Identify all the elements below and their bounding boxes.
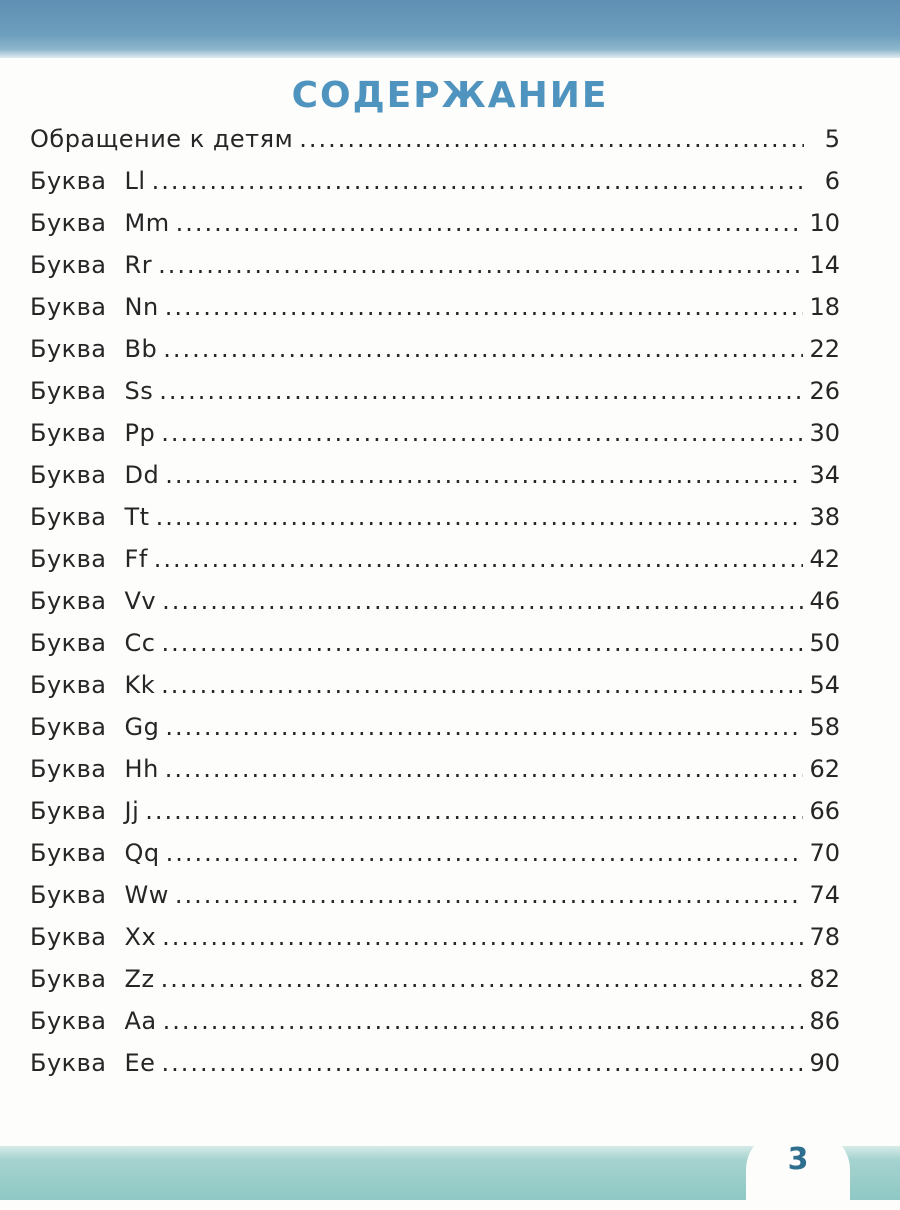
toc-row[interactable] (30, 1042, 840, 1084)
toc-page-number: 86 (809, 1007, 840, 1035)
toc-entry-letters: Bb (124, 335, 158, 363)
toc-leader-dots (165, 286, 804, 328)
toc-page-number: 46 (809, 587, 840, 615)
toc-row[interactable] (30, 1000, 840, 1042)
toc-row[interactable] (30, 958, 840, 1000)
toc-entry-letters: Hh (124, 755, 159, 783)
toc-page-number: 26 (809, 377, 840, 405)
toc-row[interactable] (30, 496, 840, 538)
toc-entry-prefix: Буква (30, 461, 107, 489)
toc-entry-prefix: Буква (30, 923, 107, 951)
toc-page-number: 50 (809, 629, 840, 657)
toc-label (30, 1000, 157, 1042)
toc-entry-prefix: Буква (30, 335, 107, 363)
toc-leader-dots (165, 706, 803, 748)
toc-row[interactable] (30, 202, 840, 244)
table-of-contents (30, 118, 840, 1084)
toc-leader-dots (299, 118, 804, 160)
toc-label (30, 832, 160, 874)
toc-page-number: 22 (809, 335, 840, 363)
toc-leader-dots (165, 454, 803, 496)
toc-entry-prefix: Буква (30, 629, 107, 657)
toc-label (30, 454, 159, 496)
toc-entry-letters: Jj (124, 797, 140, 825)
toc-entry-letters: Nn (124, 293, 159, 321)
toc-label (30, 202, 170, 244)
toc-entry-prefix: Буква (30, 419, 107, 447)
toc-label (30, 160, 146, 202)
toc-entry-prefix: Буква (30, 1049, 107, 1077)
toc-entry-letters: Rr (124, 251, 153, 279)
toc-label (30, 328, 157, 370)
toc-entry-letters: Dd (124, 461, 160, 489)
toc-page-number: 10 (809, 209, 840, 237)
toc-leader-dots (156, 496, 804, 538)
toc-row[interactable] (30, 916, 840, 958)
toc-label (30, 538, 148, 580)
toc-page-number: 34 (809, 461, 840, 489)
toc-page-number: 90 (809, 1049, 840, 1077)
toc-row[interactable] (30, 160, 840, 202)
toc-entry-prefix: Буква (30, 167, 107, 195)
toc-row[interactable] (30, 748, 840, 790)
toc-entry-prefix: Буква (30, 251, 107, 279)
toc-row[interactable] (30, 286, 840, 328)
toc-leader-dots (161, 1042, 803, 1084)
toc-page-number: 62 (809, 755, 840, 783)
toc-page-number: 58 (809, 713, 840, 741)
toc-leader-dots (161, 958, 804, 1000)
toc-row[interactable] (30, 664, 840, 706)
toc-row-intro[interactable] (30, 118, 840, 160)
page-number: 3 (787, 1142, 809, 1177)
toc-leader-dots (152, 160, 804, 202)
toc-row[interactable] (30, 454, 840, 496)
toc-row[interactable] (30, 538, 840, 580)
toc-row[interactable] (30, 580, 840, 622)
toc-entry-letters: Ee (124, 1049, 156, 1077)
toc-leader-dots (154, 538, 804, 580)
toc-label (30, 496, 150, 538)
toc-page-number: 6 (824, 167, 840, 195)
toc-label (30, 958, 155, 1000)
toc-page-number: 42 (809, 545, 840, 573)
toc-page-number: 5 (824, 125, 840, 153)
toc-leader-dots (159, 370, 803, 412)
toc-page-number: 30 (809, 419, 840, 447)
toc-entry-letters: Pp (124, 419, 156, 447)
toc-entry-prefix: Буква (30, 713, 107, 741)
toc-leader-dots (176, 202, 804, 244)
toc-entry-letters: Ss (124, 377, 154, 405)
toc-label (30, 1042, 155, 1084)
toc-row[interactable] (30, 328, 840, 370)
toc-label (30, 286, 159, 328)
toc-leader-dots (162, 580, 803, 622)
toc-entry-letters: Tt (124, 503, 150, 531)
toc-row[interactable] (30, 412, 840, 454)
page-title: СОДЕРЖАНИЕ (291, 75, 609, 116)
toc-entry-prefix: Буква (30, 1007, 107, 1035)
toc-entry-prefix: Буква (30, 503, 107, 531)
toc-label (30, 622, 155, 664)
toc-entry-prefix: Буква (30, 587, 107, 615)
toc-row[interactable] (30, 244, 840, 286)
toc-leader-dots (166, 832, 804, 874)
toc-entry-prefix: Буква (30, 671, 107, 699)
toc-entry-letters: Kk (124, 671, 156, 699)
toc-leader-dots (158, 244, 803, 286)
toc-entry-letters: Cc (124, 629, 156, 657)
toc-page-number: 54 (809, 671, 840, 699)
toc-entry-prefix: Буква (30, 965, 107, 993)
toc-row[interactable] (30, 874, 840, 916)
toc-row[interactable] (30, 790, 840, 832)
toc-leader-dots (163, 328, 803, 370)
toc-label (30, 664, 155, 706)
toc-leader-dots (175, 874, 804, 916)
toc-page-number: 14 (809, 251, 840, 279)
toc-label (30, 412, 155, 454)
toc-label: Обращение к детям (30, 125, 294, 153)
toc-entry-prefix: Буква (30, 881, 107, 909)
toc-entry-letters: Gg (124, 713, 160, 741)
toc-entry-prefix: Буква (30, 839, 107, 867)
toc-label (30, 748, 159, 790)
toc-entry-letters: Xx (124, 923, 157, 951)
toc-entry-prefix: Буква (30, 545, 107, 573)
toc-page-number: 82 (809, 965, 840, 993)
toc-label (30, 790, 139, 832)
toc-page-number: 70 (809, 839, 840, 867)
toc-label (30, 706, 159, 748)
toc-entries (30, 160, 840, 1084)
toc-leader-dots (145, 790, 803, 832)
toc-page-number: 66 (809, 797, 840, 825)
toc-row[interactable] (30, 706, 840, 748)
toc-page-number: 74 (809, 881, 840, 909)
toc-entry-letters: Ww (124, 881, 169, 909)
toc-label (30, 244, 152, 286)
toc-row[interactable] (30, 622, 840, 664)
toc-entry-letters: Mm (124, 209, 170, 237)
toc-leader-dots (161, 664, 803, 706)
toc-leader-dots (161, 412, 803, 454)
toc-page-number: 78 (809, 923, 840, 951)
toc-entry-letters: Ff (124, 545, 148, 573)
toc-entry-prefix: Буква (30, 293, 107, 321)
top-decorative-band (0, 0, 900, 58)
toc-entry-letters: Zz (124, 965, 155, 993)
toc-entry-prefix: Буква (30, 797, 107, 825)
toc-label (30, 916, 156, 958)
toc-page-number: 38 (809, 503, 840, 531)
toc-entry-letters: Vv (124, 587, 157, 615)
toc-leader-dots (163, 1000, 804, 1042)
toc-leader-dots (162, 916, 803, 958)
toc-entry-prefix: Буква (30, 377, 107, 405)
toc-row[interactable] (30, 832, 840, 874)
toc-label (30, 874, 169, 916)
toc-entry-letters: Ll (124, 167, 146, 195)
toc-label (30, 370, 153, 412)
toc-entry-letters: Aa (124, 1007, 157, 1035)
toc-label (30, 580, 156, 622)
toc-page-number: 18 (809, 293, 840, 321)
toc-entry-prefix: Буква (30, 209, 107, 237)
toc-leader-dots (161, 622, 803, 664)
toc-entry-letters: Qq (124, 839, 160, 867)
toc-entry-prefix: Буква (30, 755, 107, 783)
toc-row[interactable] (30, 370, 840, 412)
toc-leader-dots (165, 748, 804, 790)
